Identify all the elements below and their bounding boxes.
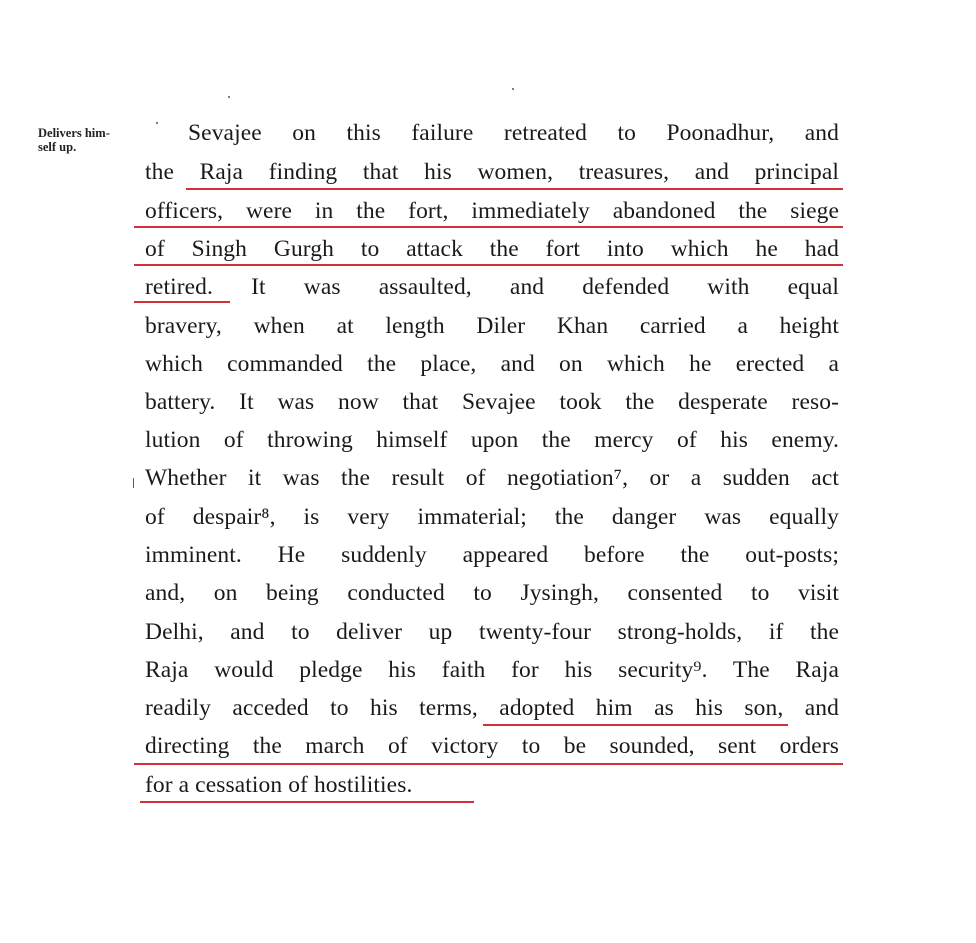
underline-mark [140,801,474,803]
underline-mark [483,724,788,726]
text-line: imminent. He suddenly appeared before the out-posts; [145,542,839,568]
scan-speck [228,96,230,98]
scan-speck [156,122,158,124]
text-line: readily acceded to his terms, adopted him as his son, and [145,695,839,721]
text-line: officers, were in the fort, immediately abandoned the siege [145,198,839,224]
underline-mark [134,264,843,266]
margin-note-line-2: self up. [38,140,77,154]
text-line: of Singh Gurgh to attack the fort into which he had [145,236,839,262]
text-line: lution of throwing himself upon the mercy of his enemy. [145,427,839,453]
text-line: battery. It was now that Sevajee took the desperate reso- [145,389,839,415]
scan-speck [133,478,134,488]
underline-mark [186,188,843,190]
margin-note [38,126,148,154]
text-line: the Raja finding that his women, treasures, and principal [145,159,839,185]
text-line: bravery, when at length Diler Khan carried a height [145,313,839,339]
scan-speck [512,88,514,90]
text-line: of despair⁸, is very immaterial; the danger was equally [145,504,839,530]
underline-mark [134,763,843,765]
text-line: Delhi, and to deliver up twenty-four strong-holds, if the [145,619,839,645]
underline-mark [134,301,230,303]
text-line: and, on being conducted to Jysingh, consented to visit [145,580,839,606]
text-line: Sevajee on this failure retreated to Poonadhur, and [188,120,839,146]
margin-note-line-1: Delivers him- [38,126,110,140]
text-line: retired. It was assaulted, and defended with equal [145,274,839,300]
underline-mark [134,226,843,228]
text-line: Whether it was the result of negotiation⁷, or a sudden act [145,465,839,491]
text-line: which commanded the place, and on which he erected a [145,351,839,377]
text-line: Raja would pledge his faith for his security⁹. The Raja [145,657,839,683]
text-line: directing the march of victory to be sounded, sent orders [145,733,839,759]
text-line: for a cessation of hostilities. [145,772,413,798]
